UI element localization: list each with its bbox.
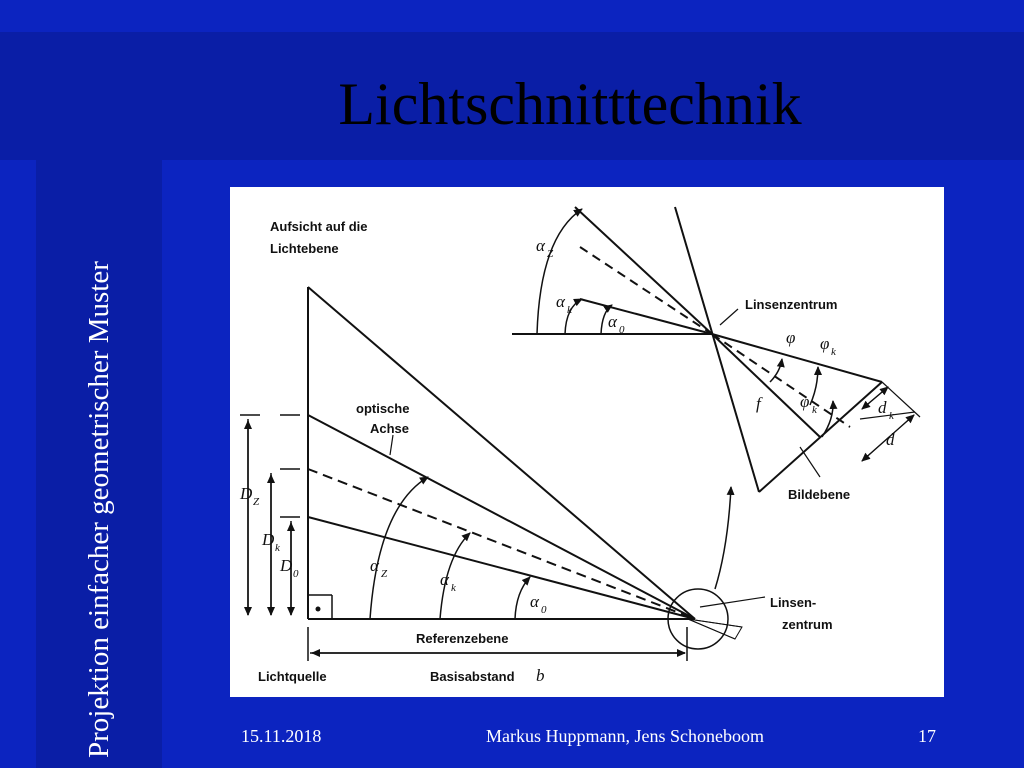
label-aufsicht-1: Aufsicht auf die bbox=[270, 219, 368, 234]
label-dk-small: d bbox=[878, 398, 887, 417]
label-dz: D bbox=[240, 484, 253, 503]
arc-alpha-z bbox=[370, 477, 428, 619]
svg-text:0: 0 bbox=[293, 568, 299, 580]
label-optische-1: optische bbox=[356, 401, 410, 416]
label-lichtquelle: Lichtquelle bbox=[258, 669, 327, 684]
label-optische-2: Achse bbox=[370, 421, 410, 436]
ray-z bbox=[308, 287, 695, 619]
label-basisabstand: Basisabstand bbox=[430, 669, 515, 684]
svg-text:k: k bbox=[889, 410, 894, 422]
svg-text:k: k bbox=[451, 582, 456, 594]
label-alpha-0: α bbox=[530, 592, 539, 611]
side-title: Projektion einfacher geometrischer Muster bbox=[83, 261, 115, 758]
label-f: f bbox=[756, 394, 761, 413]
right-angle-dot bbox=[316, 607, 321, 612]
label-referenzebene: Referenzebene bbox=[416, 631, 509, 646]
label-d0: D bbox=[280, 556, 293, 575]
diagram-figure bbox=[230, 187, 944, 697]
label-inset-alpha-k: α bbox=[556, 292, 565, 311]
label-bildebene: Bildebene bbox=[788, 487, 851, 502]
label-alpha-z: α bbox=[370, 556, 379, 575]
label-linsen-1: Linsen- bbox=[770, 595, 817, 610]
label-dk: D bbox=[262, 530, 275, 549]
label-d: d bbox=[886, 430, 895, 449]
label-inset-alpha-z: α bbox=[536, 236, 545, 255]
svg-text:Z: Z bbox=[547, 248, 554, 260]
svg-text:k: k bbox=[275, 542, 280, 554]
label-linsen-2: zentrum bbox=[782, 617, 833, 632]
label-basis-b: b bbox=[536, 666, 545, 685]
curved-arrow bbox=[715, 487, 731, 589]
ray-optical-axis bbox=[308, 469, 695, 619]
svg-text:0: 0 bbox=[619, 324, 625, 336]
svg-text:Z: Z bbox=[381, 568, 388, 580]
slide-title: Lichtschnitttechnik bbox=[338, 71, 802, 137]
footer-page-number: 17 bbox=[918, 726, 936, 746]
label-phi-k: φ bbox=[820, 334, 830, 353]
label-phi: φ bbox=[786, 328, 796, 347]
light-section-diagram bbox=[230, 187, 944, 697]
svg-text:k: k bbox=[812, 404, 817, 416]
label-inset-alpha-0: α bbox=[608, 312, 617, 331]
image-plane bbox=[759, 382, 882, 492]
svg-text:0: 0 bbox=[541, 604, 547, 616]
svg-text:k: k bbox=[831, 346, 836, 358]
label-linsenzentrum: Linsenzentrum bbox=[745, 297, 838, 312]
label-alpha-k: α bbox=[440, 570, 449, 589]
svg-text:Z: Z bbox=[253, 496, 260, 508]
label-phi-prime: φ bbox=[800, 392, 810, 411]
footer-date: 15.11.2018 bbox=[241, 726, 322, 746]
lens-plane bbox=[675, 207, 759, 492]
footer-authors: Markus Huppmann, Jens Schoneboom bbox=[486, 726, 764, 746]
arc-alpha-0 bbox=[515, 577, 530, 619]
ray-upper bbox=[308, 415, 695, 619]
label-aufsicht-2: Lichtebene bbox=[270, 241, 339, 256]
svg-text:k: k bbox=[567, 304, 572, 316]
